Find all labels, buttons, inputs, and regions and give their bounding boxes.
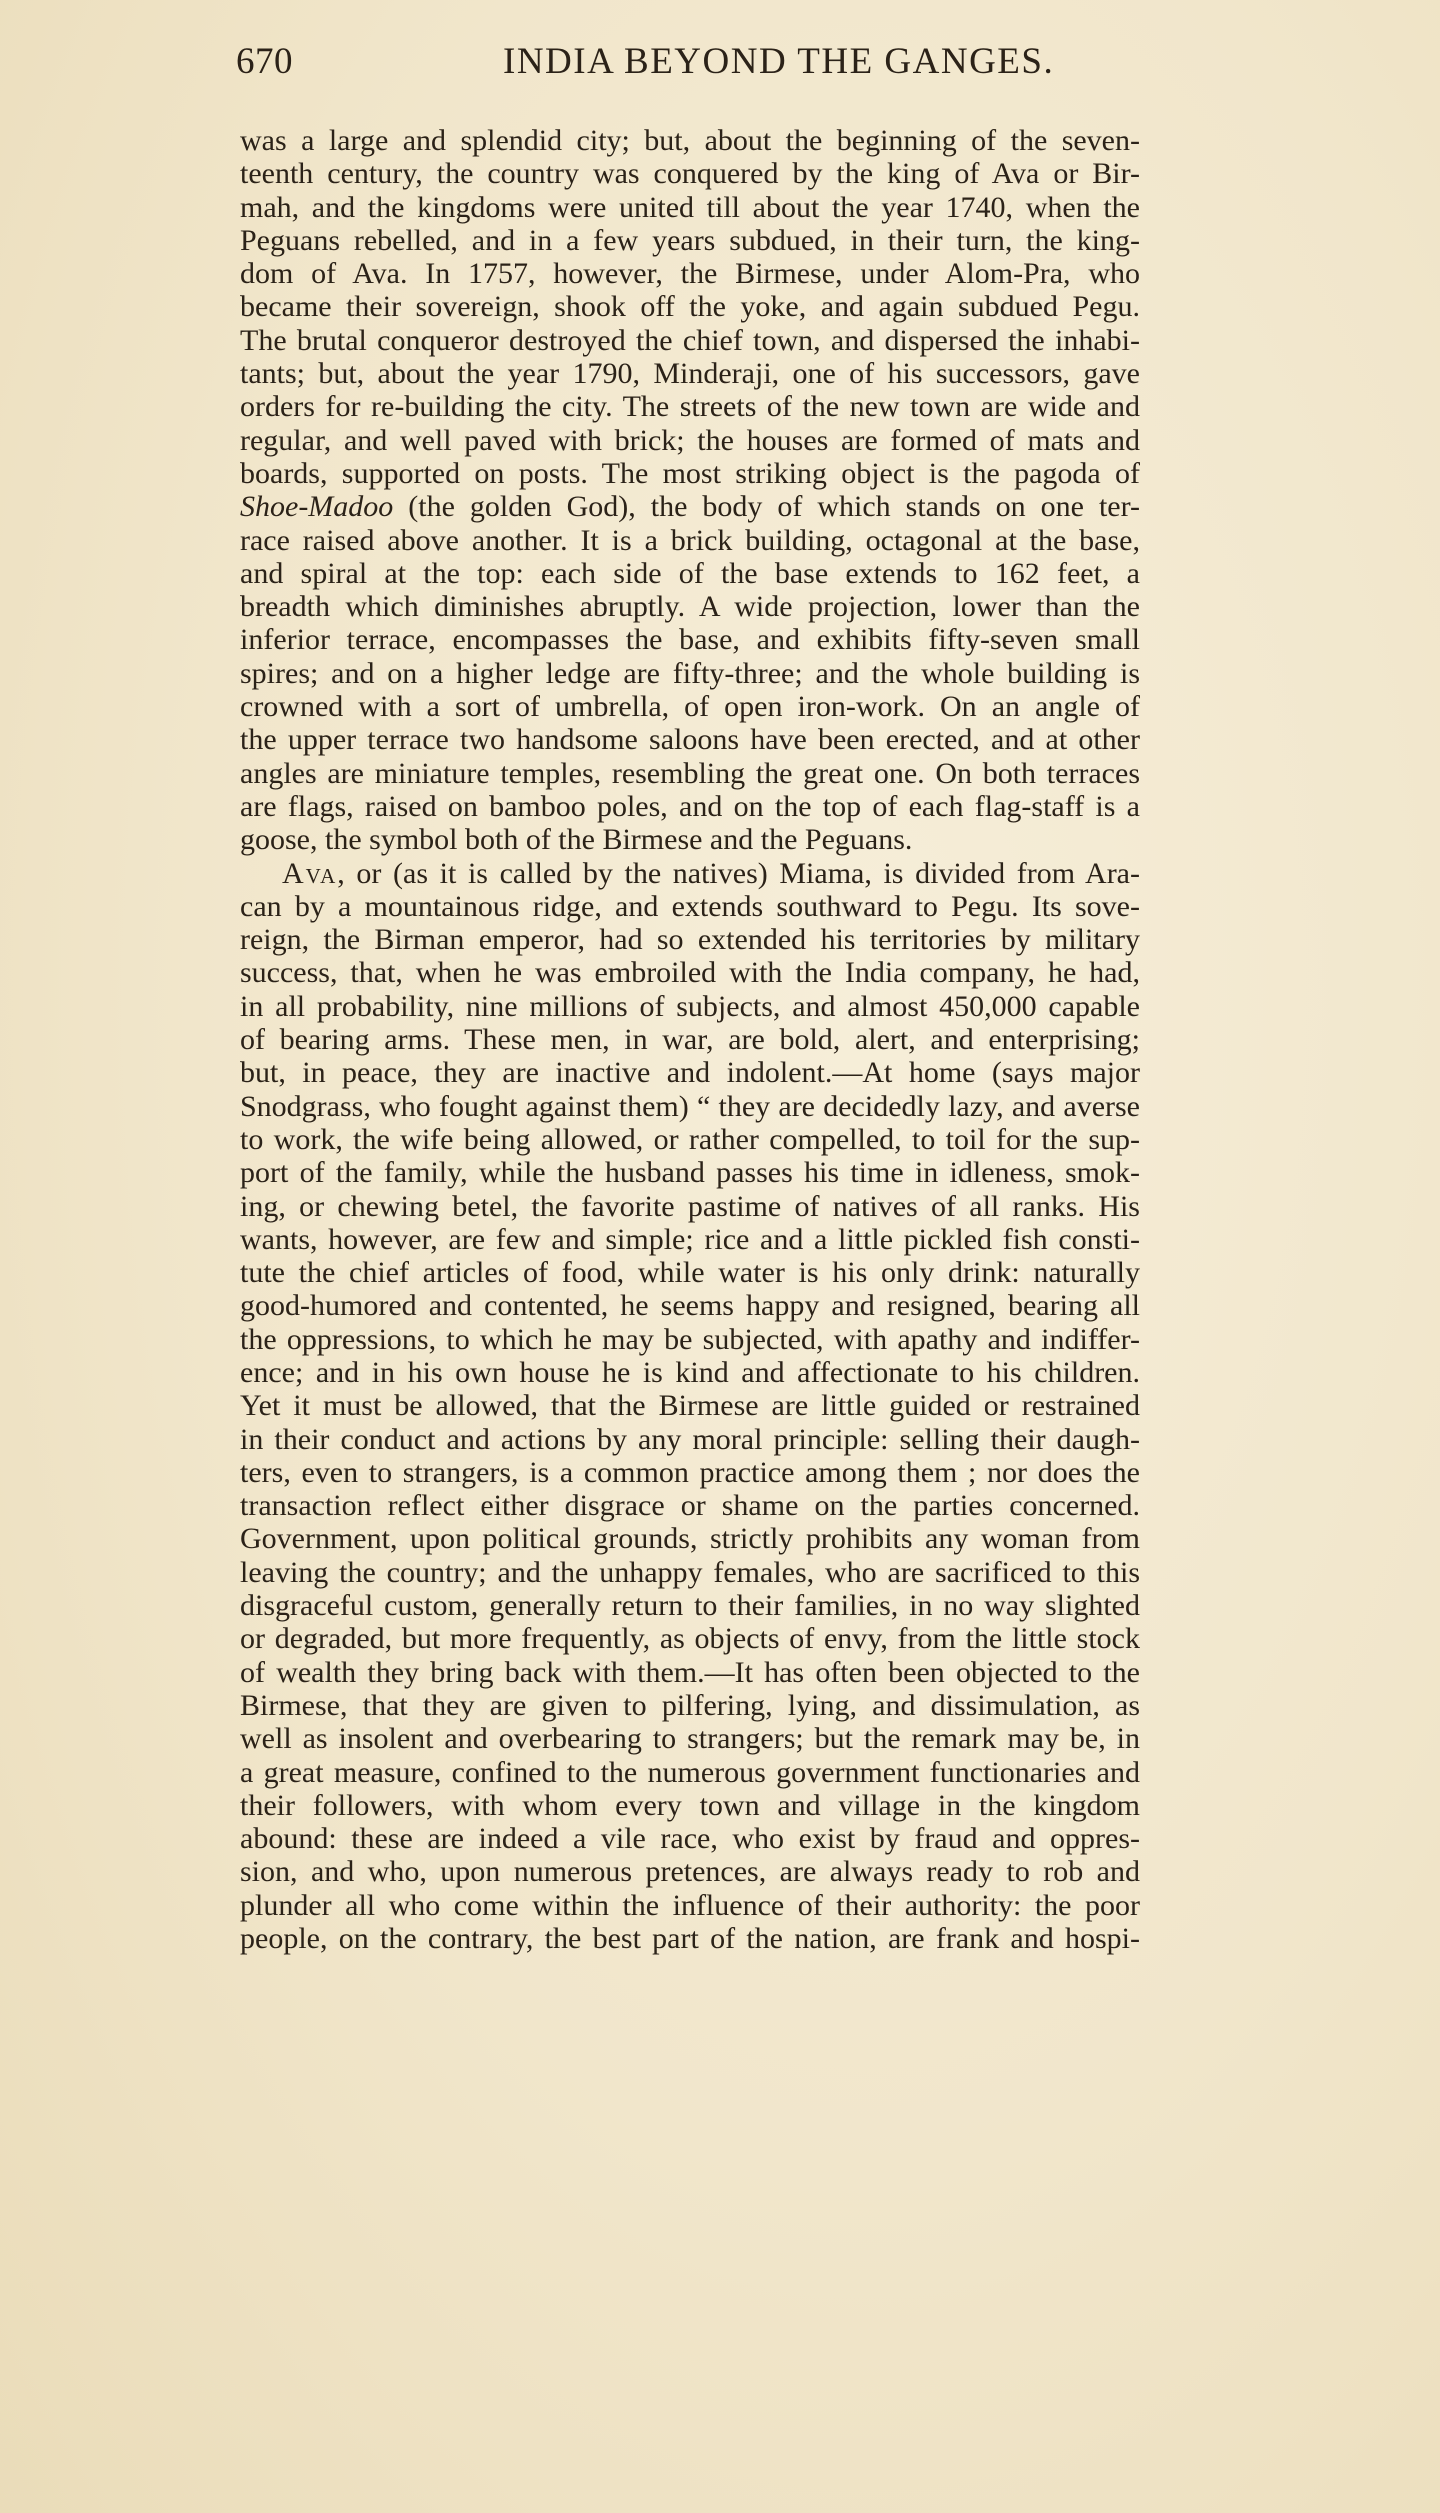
text-line: of wealth they bring back with them.—It has often been objected to the (240, 1655, 1140, 1689)
text-line: reign, the Birman emperor, had so extended his territories by military (240, 923, 1140, 957)
text-line: the oppressions, to which he may be subjected, with apathy and indiffer- (240, 1322, 1140, 1356)
text-line: race raised above another. It is a brick building, octagonal at the base, (240, 523, 1140, 557)
text-line-paragraph-start (240, 857, 1140, 890)
text-line: disgraceful custom, generally return to their families, in no way slighted (240, 1589, 1140, 1623)
text-line-rest: (the golden God), the body of which stands on one ter- (408, 490, 1140, 524)
text-line: inferior terrace, encompasses the base, and exhibits fifty-seven small (240, 623, 1140, 657)
text-line: boards, supported on posts. The most striking object is the pagoda of (240, 456, 1140, 490)
text-line: Snodgrass, who fought against them) “ they are decidedly lazy, and averse (240, 1089, 1140, 1123)
text-line: ters, even to strangers, is a common practice among them ; nor does the (240, 1455, 1140, 1489)
text-line: dom of Ava. In 1757, however, the Birmese, under Alom-Pra, who (240, 257, 1140, 291)
body-text (240, 124, 1140, 1955)
text-line: tants; but, about the year 1790, Minderaji, one of his successors, gave (240, 357, 1140, 391)
text-line: sion, and who, upon numerous pretences, are always ready to rob and (240, 1855, 1140, 1889)
text-line: of bearing arms. These men, in war, are bold, alert, and enterprising; (240, 1023, 1140, 1057)
text-line: in all probability, nine millions of subjects, and almost 450,000 capable (240, 989, 1140, 1023)
text-line: leaving the country; and the unhappy females, who are sacrificed to this (240, 1555, 1140, 1589)
text-line: but, in peace, they are inactive and indolent.—At home (says major (240, 1056, 1140, 1090)
text-line-paragraph-end: goose, the symbol both of the Birmese and the Peguans. (240, 823, 913, 857)
text-line: success, that, when he was embroiled with the India company, he had, (240, 956, 1140, 990)
text-line-rest: , or (as it is called by the natives) Miama, is divided from Ara- (337, 856, 1140, 890)
text-line: to work, the wife being allowed, or rather compelled, to toil for the sup- (240, 1122, 1140, 1156)
text-line: became their sovereign, shook off the yoke, and again subdued Pegu. (240, 290, 1140, 324)
text-line: are flags, raised on bamboo poles, and on the top of each flag-staff is a (240, 789, 1140, 823)
text-line: tute the chief articles of food, while water is his only drink: naturally (240, 1256, 1140, 1290)
text-line: breadth which diminishes abruptly. A wide projection, lower than the (240, 590, 1140, 624)
text-line: crowned with a sort of umbrella, of open iron-work. On an angle of (240, 690, 1140, 724)
text-line: orders for re-building the city. The streets of the new town are wide and (240, 390, 1140, 424)
text-line: can by a mountainous ridge, and extends southward to Pegu. Its sove- (240, 889, 1140, 923)
text-line: ence; and in his own house he is kind and affectionate to his children. (240, 1355, 1140, 1389)
text-line: The brutal conqueror destroyed the chief town, and dispersed the inhabi- (240, 323, 1140, 357)
text-line: the upper terrace two handsome saloons have been erected, and at other (240, 723, 1140, 757)
text-line: Yet it must be allowed, that the Birmese are little guided or restrained (240, 1389, 1140, 1423)
text-line: Government, upon political grounds, strictly prohibits any woman from (240, 1522, 1140, 1556)
text-line: port of the family, while the husband passes his time in idleness, smok- (240, 1156, 1140, 1190)
running-title: INDIA BEYOND THE GANGES. (503, 41, 1055, 82)
text-line: Peguans rebelled, and in a few years subdued, in their turn, the king- (240, 223, 1140, 257)
page-number: 670 (236, 41, 293, 82)
text-line: was a large and splendid city; but, about the beginning of the seven- (240, 124, 1140, 157)
text-line: a great measure, confined to the numerous government functionaries and (240, 1755, 1140, 1789)
smallcaps-word: Ava (282, 856, 338, 890)
text-line-with-italic (240, 490, 1140, 523)
text-line: angles are miniature temples, resembling the great one. On both terraces (240, 756, 1140, 790)
text-line: abound: these are indeed a vile race, who exist by fraud and oppres- (240, 1822, 1140, 1856)
text-line: teenth century, the country was conquered by the king of Ava or Bir- (240, 157, 1140, 191)
text-line: in their conduct and actions by any moral principle: selling their daugh- (240, 1422, 1140, 1456)
text-line: regular, and well paved with brick; the houses are formed of mats and (240, 423, 1140, 457)
text-line: transaction reflect either disgrace or shame on the parties concerned. (240, 1489, 1140, 1523)
text-line: wants, however, are few and simple; rice and a little pickled fish consti- (240, 1222, 1140, 1256)
text-line: well as insolent and overbearing to strangers; but the remark may be, in (240, 1722, 1140, 1756)
running-head (236, 40, 1136, 100)
text-line: ing, or chewing betel, the favorite pastime of natives of all ranks. His (240, 1189, 1140, 1223)
text-line: plunder all who come within the influence of their authority: the poor (240, 1888, 1140, 1922)
text-line: Birmese, that they are given to pilfering, lying, and dissimulation, as (240, 1688, 1140, 1722)
text-line: their followers, with whom every town and village in the kingdom (240, 1788, 1140, 1822)
text-line: or degraded, but more frequently, as objects of envy, from the little stock (240, 1622, 1140, 1656)
italic-phrase: Shoe-Madoo (240, 490, 394, 524)
text-line: spires; and on a higher ledge are fifty-three; and the whole building is (240, 656, 1140, 690)
text-line: good-humored and contented, he seems happy and resigned, bearing all (240, 1289, 1140, 1323)
text-line: people, on the contrary, the best part of the nation, are frank and hospi- (240, 1922, 1140, 1956)
text-line: mah, and the kingdoms were united till about the year 1740, when the (240, 190, 1140, 224)
text-line: and spiral at the top: each side of the base extends to 162 feet, a (240, 556, 1140, 590)
